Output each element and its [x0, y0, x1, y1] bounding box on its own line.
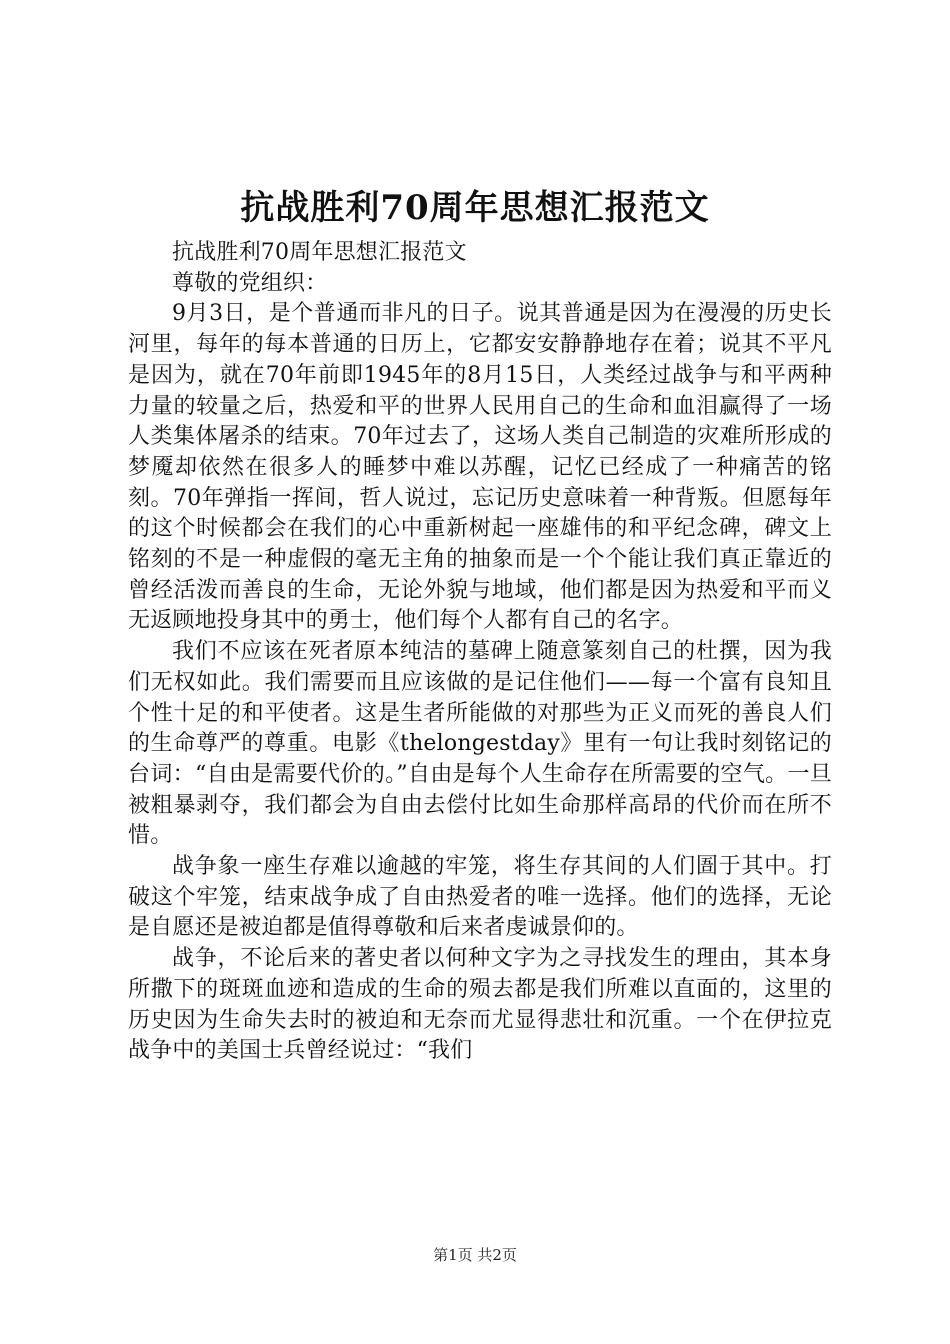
salutation-line: 尊敬的党组织：: [172, 270, 328, 296]
subtitle-line: 抗战胜利70周年思想汇报范文: [172, 240, 467, 265]
body-paragraph: 战争象一座生存难以逾越的牢笼，将生存其间的人们圄于其中。打破这个牢笼，结束战争成了自由热爱者的唯一选择。他们的选择，无论是自愿还是被迫都是值得尊敬和后来者虔诚景仰的。: [128, 854, 832, 941]
body-paragraph: 9月3日，是个普通而非凡的日子。说其普通是因为在漫漫的历史长河里，每年的每本普通的日历上，它都安安静静地存在着；说其不平凡是因为，就在70年前即1945年的8月15日，人类经过战争与和平两种力量的较量之后，热爱和平的世界人民用自己的生命和血泪赢得了一场人类集体屠杀的结束。70年过去了，这场人类自己制造的灾难所形成的梦魇却依然在很多人的睡梦中难以苏醒，记忆已经成了一种痛苦的铭刻。70年弹指一挥间，哲人说过，忘记历史意味着一种背叛。但愿每年的这个时候都会在我们的心中重新树起一座雄伟的和平纪念碑，碑文上铭刻的不是一种虚假的毫无主角的抽象而是一个个能让我们真正靠近的曾经活泼而善良的生命，无论外貌与地域，他们都是因为热爱和平而义无返顾地投身其中的勇士，他们每个人都有自己的名字。: [128, 301, 832, 634]
body-paragraph: 我们不应该在死者原本纯洁的墓碑上随意篆刻自己的杜撰，因为我们无权如此。我们需要而且应该做的是记住他们——每一个富有良知且个性十足的和平使者。这是生者所能做的对那些为正义而死的善良人们的生命尊严的尊重。电影《thelongestday》里有一句让我时刻铭记的台词：“自由是需要代价的。”自由是每个人生命存在所需要的空气。一旦被粗暴剥夺，我们都会为自由去偿付比如生命那样高昂的代价而在所不惜。: [128, 639, 832, 849]
document-title: 抗战胜利70周年思想汇报范文: [240, 188, 710, 228]
document-body: [128, 238, 832, 1067]
body-paragraph: 战争，不论后来的著史者以何种文字为之寻找发生的理由，其本身所撒下的斑斑血迹和造成的生命的殒去都是我们所难以直面的，这里的历史因为生命失去时的被迫和无奈而尤显得悲壮和沉重。一个在伊拉克战争中的美国士兵曾经说过：“我们: [128, 946, 832, 1064]
page-footer: 第1页 共2页: [433, 1246, 517, 1264]
